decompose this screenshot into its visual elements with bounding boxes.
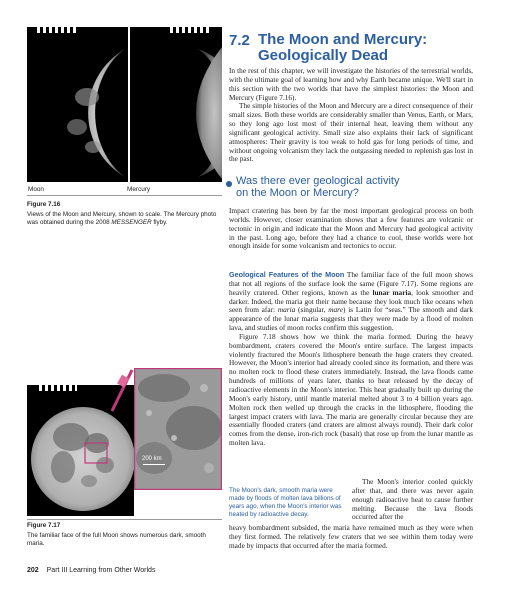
scale-bar (143, 464, 165, 465)
question-text: Impact cratering has been by far the most important geological process on both worlds. However, closer examination shows that a few features are volcanic or tectonic in origin and indicate that the Moon and Mercury had geological activity in the past. Long ago, before they had a chance to cool, these worlds were hot enough inside for some volcanism and tectonics to occur. (229, 206, 473, 251)
geology-paragraph-3-wrap: The Moon's interior cooled quickly after that, and there was never again enough radioactive heat to cause further melting. Because the lava floods occurred after the (352, 477, 473, 522)
scale-grid-icon (170, 27, 212, 33)
moon-photo (27, 27, 128, 182)
section-number: 7.2 (229, 32, 250, 49)
figure-716-caption: Views of the Moon and Mercury, shown to scale. The Mercury photo was obtained during the 2008 MESSENGER flyby. (27, 211, 217, 226)
bullet-icon (226, 181, 232, 187)
intro-text (229, 67, 473, 164)
mercury-crescent-image (130, 27, 222, 182)
scale-grid-icon (39, 385, 77, 391)
figure-rule (27, 195, 222, 196)
figure-717-caption: The familiar face of the full Moon shows numerous dark, smooth maria. (27, 532, 206, 547)
geology-paragraph-1: Geological Features of the Moon The familiar face of the full moon shows that not all regions of the surface look the same (Figure 7.17). Some regions are heavily cratered. Other regions, known as the lunar maria, look smoother and darker. Indeed, the maria got their name because they look much like oceans when seen from afar: maria (singular, mare) is Latin for “seas.” The smooth and dark appearance of the lunar maria suggests that they were made by a flood of molten lava, and studies of moon rocks confirm this suggestion. (229, 270, 473, 333)
figure-716-number: Figure 7.16 (27, 201, 61, 208)
question-heading: Was there ever geological activity on the Moon or Mercury? (236, 175, 400, 199)
page-footer (27, 567, 155, 574)
geology-text (229, 271, 473, 448)
figure-rule (27, 519, 222, 520)
runin-heading: Geological Features of the Moon (229, 270, 345, 279)
part-title: Part III Learning from Other Worlds (46, 567, 156, 574)
intro-paragraph-1: In the rest of this chapter, we will investigate the histories of the terrestrial worlds, with the ultimate goal of learning how and why Earth became unique. We'll start in this section with the two worlds that have the simplest histories: the Moon and Mercury (Figure 7.16). (229, 66, 473, 102)
scale-bar-label: 200 km (142, 456, 162, 462)
mercury-label: Mercury (127, 186, 151, 193)
section-title: The Moon and Mercury: Geologically Dead (258, 31, 428, 64)
mare-closeup-image (134, 368, 222, 490)
pull-quote: The Moon's dark, smooth maria were made by floods of molten lava billions of years ago, when the Moon's interior was heated by radioactive decay. (229, 487, 342, 518)
intro-paragraph-2: The simple histories of the Moon and Mercury are a direct consequence of their small sizes. Both these worlds are considerably smaller than Venus, Earth, or Mars, so they long ago lost most of their internal heat, leaving them without any significant geological activity. Small size also explains their lack of significant atmospheres: Their gravity is too weak to hold gas for long periods of time, and without ongoing volcanism they lack the outgassing needed to replenish gas lost in the past. (229, 101, 473, 164)
scale-grid-icon (37, 27, 79, 33)
geology-paragraph-2: Figure 7.18 shows how we think the maria formed. During the heavy bombardment, craters covered the Moon's entire surface. The largest impacts violently fractured the Moon's lithosphere beneath the huge craters they created. However, the Moon's interior had already cooled since its formation, and there was no molten rock to flood these craters immediately. Instead, the lava floods came hundreds of millions of years later, thanks to heat released by the decay of radioactive elements in the Moon's interior. This heat gradually built up during the Moon's early history, until mantle material melted about 3 to 4 billion years ago. Molten rock then welled up through the cracks in the lithosphere, flooding the largest impact craters with lava. The maria are generally circular because they are essentially flooded craters (and craters are almost always round). Their dark color comes from the dense, iron-rich rock (basalt) that rose up from the lunar mantle as molten lava. (229, 331, 473, 448)
mercury-photo (130, 27, 222, 182)
mare-closeup-photo (134, 368, 222, 490)
moon-crescent-image (27, 27, 128, 182)
zoom-connector (110, 368, 134, 413)
moon-label: Moon (28, 186, 44, 193)
page-number: 202 (27, 567, 39, 574)
figure-717-number: Figure 7.17 (27, 522, 61, 529)
geology-paragraph-3: heavy bombardment subsided, the maria have remained much as they were when they first formed. The relatively few craters that we see within them today were made by impacts that occurred after the maria formed. (229, 523, 473, 550)
